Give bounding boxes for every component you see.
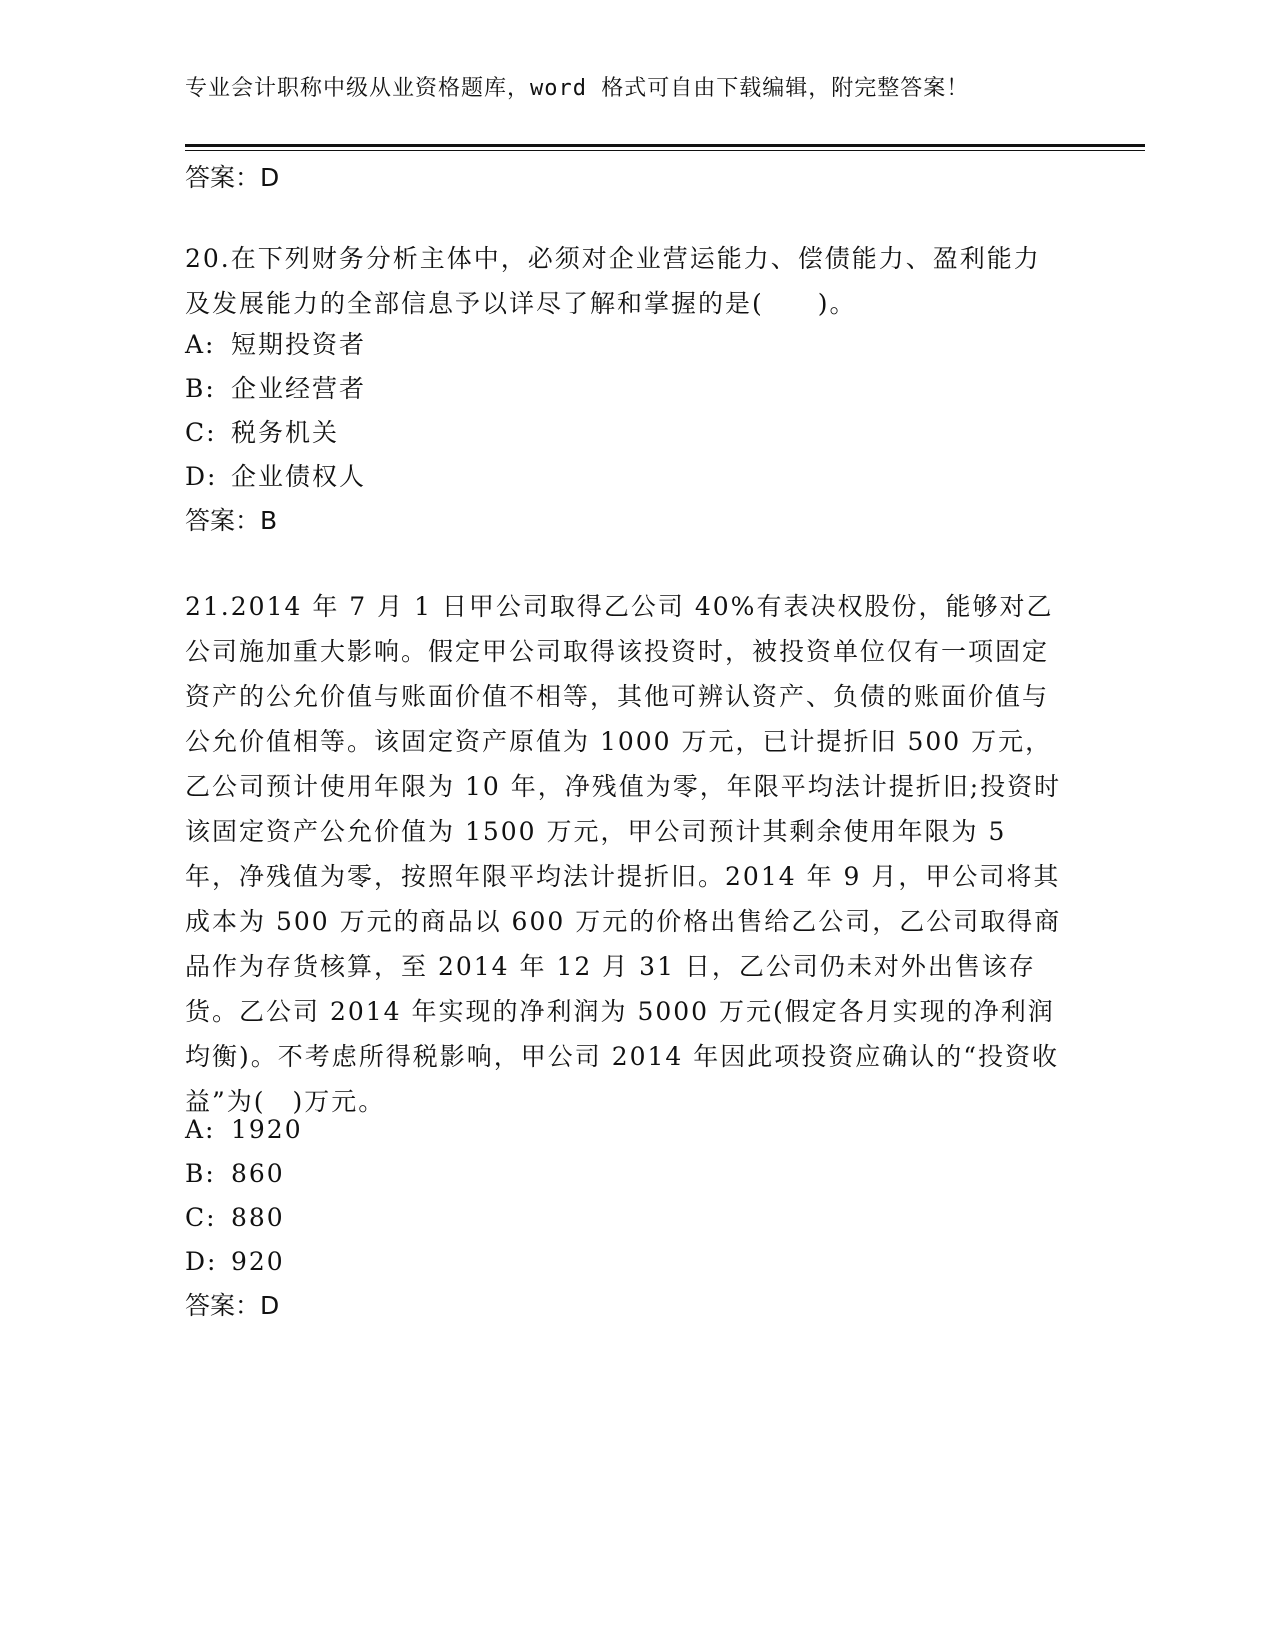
option-label: D: [185,1247,218,1276]
header-divider-thick [185,144,1145,147]
option-label: D: [185,462,218,491]
option-text: 860 [231,1159,285,1188]
question-20-answer: 答案：B [185,506,278,535]
question-20-option-c [185,415,339,451]
option-label: C: [185,418,217,447]
page-header: 专业会计职称中级从业资格题库，word 格式可自由下载编辑，附完整答案！ [185,76,970,101]
option-text: 税务机关 [231,418,340,447]
question-21-answer: 答案：D [185,1291,280,1320]
option-label: B: [185,374,216,403]
option-label: C: [185,1203,217,1232]
option-text: 880 [231,1203,285,1232]
option-text: 920 [231,1247,285,1276]
option-text: 企业经营者 [231,374,367,403]
option-label: B: [185,1159,216,1188]
question-21-option-b [185,1156,285,1192]
header-divider-thin [185,150,1145,151]
option-label: A: [185,330,216,359]
question-21-option-c [185,1200,285,1236]
option-text: 企业债权人 [231,462,367,491]
question-21-option-d [185,1244,285,1280]
option-label: A: [185,1115,216,1144]
question-20-option-b [185,371,366,407]
question-20-option-d [185,459,366,495]
question-20-text: 20.在下列财务分析主体中，必须对企业营运能力、偿债能力、盈利能力及发展能力的全部信息予以详尽了解和掌握的是( )。 [185,244,1041,318]
question-21-option-a [185,1112,303,1148]
option-text: 短期投资者 [231,330,367,359]
question-20-option-a [185,327,366,363]
previous-answer: 答案：D [185,163,280,192]
question-21-text: 21.2014 年 7 月 1 日甲公司取得乙公司 40%有表决权股份，能够对乙公司施加重大影响。假定甲公司取得该投资时，被投资单位仅有一项固定资产的公允价值与账面价值不相等，其他可辨认资产、负债的账面价值与公允价值相等。该固定资产原值为 1000 万元，已计提折旧 500 万元，乙公司预计使用年限为 10 年，净残值为零，年限平均法计提折旧;投资时该固定资产公允价值为 1500 万元，甲公司预计其剩余使用年限为 5 年，净残值为零，按照年限平均法计提折旧。2014 年 9 月，甲公司将其成本为 500 万元的商品以 600 万元的价格出售给乙公司，乙公司取得商品作为存货核算，至 2014 年 12 月 31 日，乙公司仍未对外出售该存货。乙公司 2014 年实现的净利润为 5000 万元(假定各月实现的净利润均衡)。不考虑所得税影响，甲公司 2014 年因此项投资应确认的“投资收益”为( )万元。 [185,592,1062,1116]
option-text: 1920 [231,1115,303,1144]
